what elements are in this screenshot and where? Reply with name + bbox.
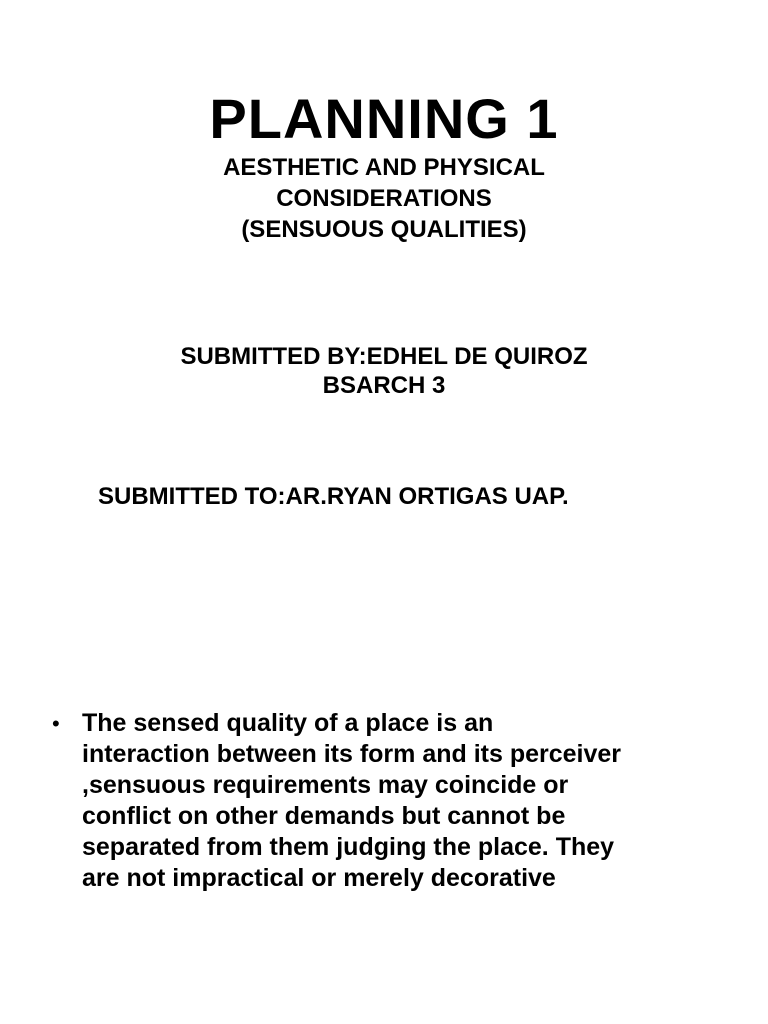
bullet-line: are not impractical or merely decorative	[82, 864, 556, 892]
submitted-by-name: SUBMITTED BY:EDHEL DE QUIROZ	[180, 343, 588, 370]
bullet-dot-icon: •	[52, 711, 60, 736]
submitted-to: SUBMITTED TO:AR.RYAN ORTIGAS UAP.	[98, 483, 569, 510]
bullet-item	[52, 708, 752, 894]
bullet-line: separated from them judging the place. They	[82, 833, 615, 861]
bullet-line: The sensed quality of a place is an	[82, 709, 494, 737]
slide-title: PLANNING 1	[209, 87, 559, 150]
subtitle-line: CONSIDERATIONS	[276, 185, 492, 212]
bullet-line: conflict on other demands but cannot be	[82, 802, 566, 830]
bullet-line: interaction between its form and its perceiver	[82, 740, 622, 768]
submitted-by-course: BSARCH 3	[322, 372, 446, 399]
content-slide	[0, 512, 768, 1024]
bullet-list	[52, 708, 752, 894]
slide-subtitle	[0, 152, 768, 245]
subtitle-line: (SENSUOUS QUALITIES)	[241, 216, 527, 243]
subtitle-line: AESTHETIC AND PHYSICAL	[223, 154, 545, 181]
bullet-line: ,sensuous requirements may coincide or	[82, 771, 569, 799]
submitted-by-block	[0, 342, 768, 400]
